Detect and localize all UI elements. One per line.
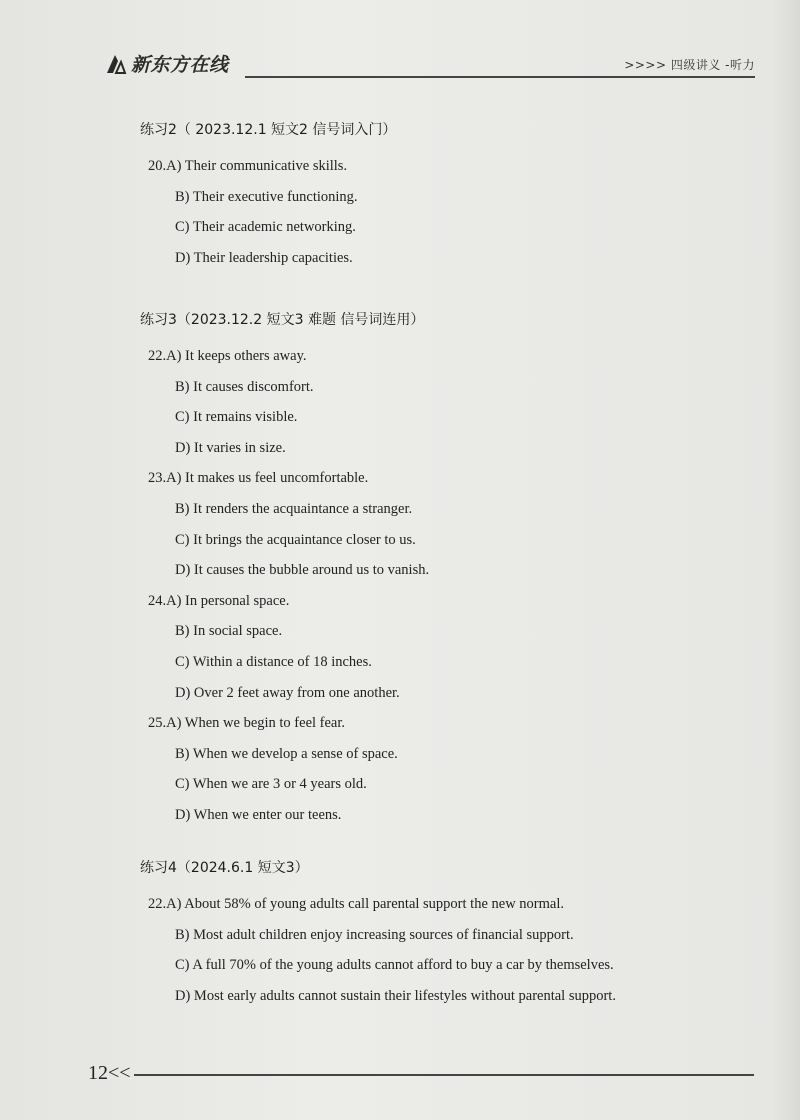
footer-divider [134, 1074, 754, 1076]
logo-mark-icon [105, 53, 127, 75]
page-number: 12<< [88, 1062, 131, 1084]
logo-text: 新东方在线 [131, 54, 229, 76]
question-option [150, 774, 367, 794]
option-text: C) It remains visible. [175, 409, 298, 425]
option-text: A) It makes us feel uncomfortable. [166, 470, 369, 486]
option-text: A) When we begin to feel fear. [166, 715, 346, 731]
question-option [150, 652, 372, 672]
exercise-section-title: 练习4（2024.6.1 短文3） [140, 860, 309, 876]
question-number: 22. [148, 348, 167, 364]
option-text: A) It keeps others away. [166, 348, 307, 364]
option-text: D) It causes the bubble around us to vanish. [175, 562, 430, 578]
page-edge-shadow [770, 0, 800, 1120]
question-option [150, 407, 297, 427]
question-first-option [148, 468, 368, 488]
option-text: B) In social space. [175, 623, 283, 639]
option-text: D) When we enter our teens. [175, 807, 342, 823]
brand-logo [105, 50, 229, 77]
question-option [150, 248, 353, 268]
question-option [150, 683, 400, 703]
page-header [105, 48, 755, 78]
option-text: B) It causes discomfort. [175, 379, 314, 395]
question-number: 24. [148, 593, 167, 609]
option-text: C) When we are 3 or 4 years old. [175, 776, 367, 792]
option-text: D) Their leadership capacities. [175, 250, 353, 266]
section-label: >>>> 四级讲义 -听力 [624, 58, 755, 72]
question-option [150, 530, 416, 550]
option-text: B) Most adult children enjoy increasing sources of financial support. [175, 927, 574, 943]
option-text: B) It renders the acquaintance a stranger. [175, 501, 413, 517]
question-first-option [148, 346, 307, 366]
question-first-option [148, 156, 347, 176]
question-first-option [148, 591, 289, 611]
question-number: 23. [148, 470, 167, 486]
option-text: D) Most early adults cannot sustain their lifestyles without parental support. [175, 988, 616, 1004]
question-option [150, 217, 356, 237]
exercise-section-title: 练习3（2023.12.2 短文3 难题 信号词连用） [140, 312, 425, 328]
option-text: C) Within a distance of 18 inches. [175, 654, 372, 670]
question-number: 20. [148, 158, 167, 174]
question-option [150, 560, 429, 580]
header-divider [245, 76, 755, 78]
option-text: A) In personal space. [166, 593, 290, 609]
option-text: D) It varies in size. [175, 440, 286, 456]
question-number: 25. [148, 715, 167, 731]
question-option [150, 621, 282, 641]
question-option [150, 925, 574, 945]
option-text: B) Their executive functioning. [175, 189, 358, 205]
option-text: A) About 58% of young adults call parental support the new normal. [166, 896, 564, 912]
option-text: C) A full 70% of the young adults cannot afford to buy a car by themselves. [175, 957, 614, 973]
question-option [150, 955, 614, 975]
question-option [150, 499, 412, 519]
question-option [150, 377, 314, 397]
option-text: B) When we develop a sense of space. [175, 746, 398, 762]
option-text: A) Their communicative skills. [166, 158, 348, 174]
question-option [150, 744, 398, 764]
question-first-option [148, 894, 564, 914]
option-text: C) It brings the acquaintance closer to us. [175, 532, 416, 548]
option-text: D) Over 2 feet away from one another. [175, 685, 400, 701]
question-option [150, 986, 616, 1006]
question-first-option [148, 713, 345, 733]
exercise-section-title: 练习2（ 2023.12.1 短文2 信号词入门） [140, 122, 397, 138]
option-text: C) Their academic networking. [175, 219, 356, 235]
question-option [150, 438, 286, 458]
question-number: 22. [148, 896, 167, 912]
question-option [150, 805, 341, 825]
question-option [150, 187, 358, 207]
